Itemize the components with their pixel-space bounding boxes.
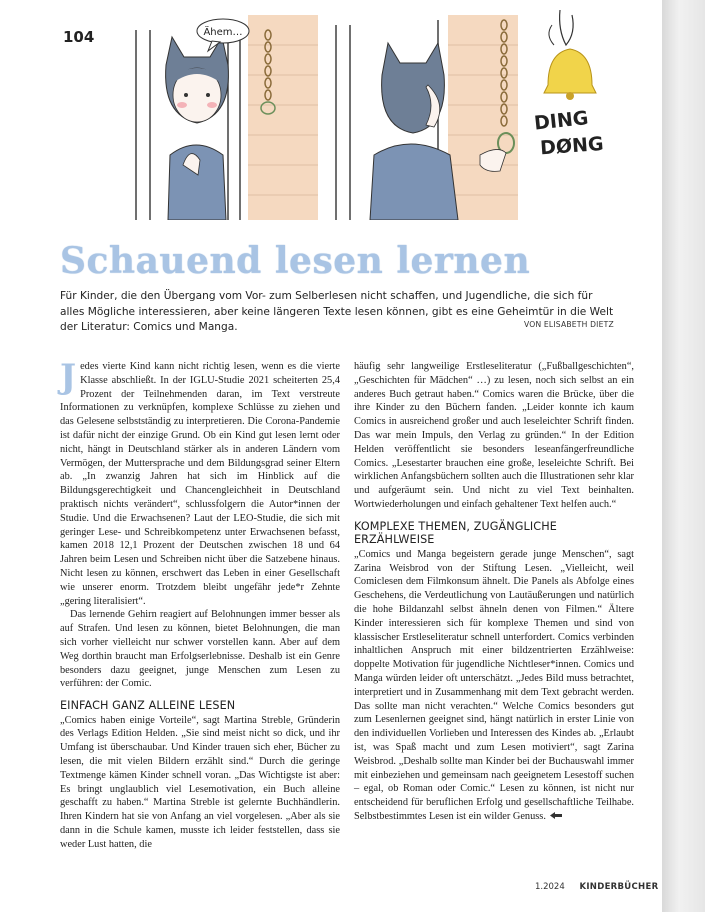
end-mark-icon	[550, 812, 562, 819]
paragraph: Das lernende Gehirn reagiert auf Belohnungen immer besser als auf Strafen. Und lesen zu können, bietet Belohnungen, die man sich vorher vielleicht nur schwer vorstellen kann. Aber auf dem Weg dorthin braucht man Erfolgserlebnisse. Deshalb ist ein Genre besonders dazu geeignet, junge Menschen zum Lesen zu verführen: der Comic.	[60, 609, 340, 690]
speech-bubble-text: Ähem…	[203, 27, 243, 38]
comic-panel-left	[128, 15, 318, 220]
bell-illustration	[530, 5, 610, 165]
drop-cap: J	[60, 357, 77, 397]
text-column-left	[60, 357, 340, 852]
paragraph-last	[354, 548, 634, 824]
brand-part-2: BÜCHER	[617, 882, 659, 892]
article-lead: Für Kinder, die den Übergang vom Vor- zum Selberlesen nicht schaffen, und Jugendliche, die sich für alles Mögliche interessieren, aber keine längeren Texte lesen können, gibt es eine Geheimtür in die Welt der Literatur: Comics und Manga.	[60, 290, 614, 333]
page-footer	[535, 882, 658, 892]
page-gutter	[662, 0, 705, 912]
ding-dong-text	[533, 107, 604, 159]
text-column-right	[354, 360, 634, 824]
magazine-brand	[579, 882, 658, 892]
paragraph-text: edes vierte Kind kann nicht richtig lesen, wenn es die vierte Klasse abschließt. In der IGLU-Studie 2021 scheiterten 25,4 Prozent der Teilnehmenden daran, im Text verstreute Informationen zu verknüpfen, komplexe Schlüsse zu ziehen und das Gelesene selbstständig zu interpretieren. Die Corona-Pandemie ist dafür nicht der einzige Grund. Ob ein Kind gut lesen lernt oder nicht, hängt in Deutschland stärker als in anderen Ländern vom Vermögen, der Muttersprache und dem Bildungsgrad seiner Eltern ab. „In zwanzig Jahren hat sich im Hinblick auf die Bildungsgerechtigkeit und Chancengleichheit in Deutschland praktisch nichts verändert“, schlussfolgern die Autor*innen der Studie. Und die Erwachsenen? Laut der LEO-Studie, die sich mit geringer Lese- und Schreibkompetenz unter Erwachsenen befasst, kamen 2018 12,1 Prozent der Deutschen zwischen 18 und 64 Jahren beim Lesen und Schreiben nicht über die Satzebene hinaus. Nicht lesen zu können, erschwert das Leben in einer Gesellschaft wie unserer enorm. Trotzdem bleibt ungefähr jede*r Zehnte „gering literalisiert“.	[60, 361, 340, 607]
issue-number: 1.2024	[535, 882, 565, 892]
brand-part-1: KINDER	[579, 882, 618, 892]
paragraph: häufig sehr langweilige Erstleseliteratur („Fußballgeschichten“, „Geschichten für Mädchen“ …) zu lesen, noch sich selbst an ein anderes Buch getraut haben.“ Comics waren die Brücke, über die ihre Kinder zu den Büchern fanden. „Leider konnte ich kaum Comics in ausreichend großer und auch leseleichter Schrift finden. Das war mein Impuls, den Verlag zu gründen.“ In der Edition Helden veröffentlicht sie besonders leseanfängerfreundliche Comics. „Lesestarter brauchen eine große, leseleichte Schrift. Bei wirklichen Anfangsbüchern sollten auch die Illustrationen sehr klar und aufgeräumt sein. Und nicht zu viel Text beinhalten. Wortwiederholungen und einfach gehaltener Text helfen auch.“	[354, 361, 634, 510]
sound-word-dong: DØNG	[539, 132, 605, 160]
intro-paragraph	[60, 357, 340, 608]
page-number: 104	[63, 28, 95, 46]
paragraph: „Comics haben einige Vorteile“, sagt Martina Streble, Gründerin des Verlags Edition Helden. „Sie sind meist nicht so dick, und ihr Umfang ist überschaubar. Und Kinder trauen sich eher, Bücher zu lesen, die mit vielen Bildern erzählt sind.“ Durch die geringe Textmenge kämen Kinder schnell voran. „Das Wichtigste ist aber: Es bringt unglaublich viel Lesemotivation, ein Buch alleine geschafft zu haben.“ Martina Streble ist gelernte Buchhändlerin. Ihren Kindern hat sie von Anfang an viel vorgelesen. „Aber als sie dann in die Schule kamen, musste ich leider feststellen, dass sie weder Lust hatten, die	[60, 714, 340, 850]
section-heading: KOMPLEXE THEMEN, ZUGÄNGLICHE ERZÄHLWEISE	[354, 519, 557, 547]
section-heading: EINFACH GANZ ALLEINE LESEN	[60, 699, 236, 713]
sound-word-ding: DING	[533, 107, 590, 135]
article-title: Schauend lesen lernen	[60, 240, 531, 282]
paragraph-text: „Comics und Manga begeistern gerade junge Menschen“, sagt Zarina Weisbrod von der Stiftung Lesen. „Vielleicht, weil Comiclesen dem Filmkonsum ähnelt. Die Panels als Abfolge eines Geschehens, die Verdeutlichung von Lautäußerungen und natürlich die hohe Bildanzahl selbst ähneln denen von Filmen.“ Ältere Kinder interessieren sich für komplexe Themen und sind von klassischer Erstleseliteratur schnell unterfordert. Comics verbinden inhaltlichen Anspruch mit einer bildzentrierten Erzählweise: doppelte Motivation für jugendliche Nichtleser*innen. Comics und Manga würden leider oft unterschätzt. „Jedes Bild muss betrachtet, interpretiert und in Zusammenhang mit dem Text gebracht werden. Das sollte man nicht verachten.“ Welche Comics besonders gut zum Lesenlernen geeignet sind, hängt natürlich in erster Linie von den individuellen Vorlieben und Interessen des Kindes ab. „Erlaubt ist, was Spaß macht und zum Lesen motiviert“, sagt Zarina Weisbrod. „Deshalb sollte man Kinder bei der Buchauswahl immer mit einbeziehen und gemeinsam nach geeignetem Lesestoff suchen – egal, ob Roman oder Comic.“ Lesen zu können, ist nicht nur entscheidend für beruflichen Erfolg und gesellschaftliche Teilhabe. Selbstbestimmtes Lesen ist ein wilder Genuss.	[354, 548, 634, 822]
article-author: VON ELISABETH DIETZ	[524, 320, 614, 329]
comic-panel-right	[330, 15, 518, 220]
